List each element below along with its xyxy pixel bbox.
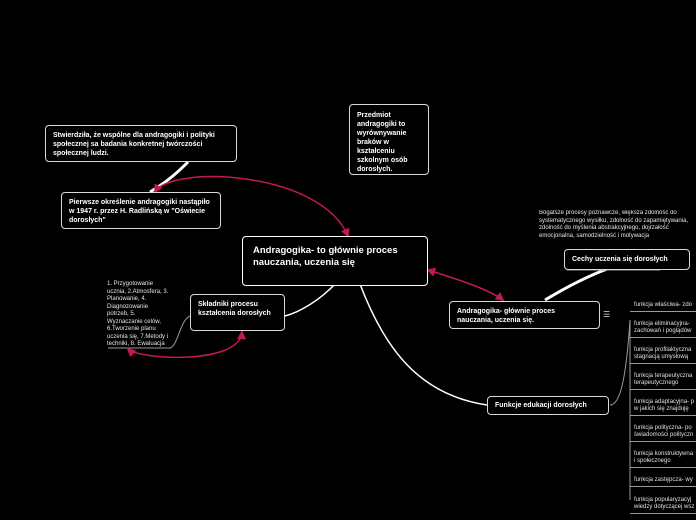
node-skladniki[interactable]: Składniki procesu kształcenia dorosłych (190, 294, 285, 331)
node-central[interactable]: Andragogika- to głównie proces nauczania, uczenia się (242, 236, 428, 286)
funkcje-item[interactable]: funkcja konstruktywna i społecznego (634, 451, 694, 464)
funkcje-item-underline (630, 513, 696, 514)
funkcje-item[interactable]: funkcja zastępcza- wy (634, 477, 693, 483)
cechy-text: Bogatsze procesy poznawcze, większa zdolność do systematycznego wysiłku, zdolność do zapamiętywania, zdolność do myślenia abstrakcyjnego, dojrzałość emocjonalna, samodzielność i motywacja (539, 210, 689, 239)
branch-central-skladniki (285, 284, 335, 316)
menu-icon[interactable]: ☰ (603, 310, 611, 319)
funkcje-item[interactable]: funkcja terapeutyczna terapeutycznego (634, 373, 693, 386)
node-cechy[interactable]: Cechy uczenia się dorosłych (564, 249, 690, 270)
node-funkcje[interactable]: Funkcje edukacji dorosłych (487, 396, 609, 415)
funkcje-item[interactable]: funkcja eliminacyjna- zachowań i poglądów (634, 321, 692, 334)
node-stwierdzila[interactable]: Stwierdziła, że wspólne dla andragogiki i polityki społecznej sa badania konkretnej twórczości społecznej ludzi. (45, 125, 237, 162)
funkcje-item-underline (630, 467, 696, 468)
funkcje-item-underline (630, 311, 696, 312)
funkcje-item-underline (630, 363, 696, 364)
funkcje-item[interactable]: funkcja właściwa- zdo (634, 302, 693, 308)
node-andragogika-glownie[interactable]: Andragogika- głównie proces nauczania, uczenia się. (449, 301, 600, 329)
funkcje-item[interactable]: funkcja profilaktyczna stagnacją umysłową (634, 347, 692, 360)
funkcje-item-underline (630, 486, 696, 487)
branch-funkcje-leaves (610, 320, 630, 500)
funkcje-item[interactable]: funkcja popularyzacyj wiedzy dotyczącej wsz (634, 497, 695, 510)
node-pierwsze[interactable]: Pierwsze określenie andragogiki nastąpiło w 1947 r. przez H. Radlińską w "Oświecie dorosłych" (61, 192, 221, 229)
branch-stwierdzila-pierwsze (150, 162, 188, 192)
funkcje-item-underline (630, 441, 696, 442)
funkcje-item-underline (630, 389, 696, 390)
funkcje-item-underline (630, 337, 696, 338)
relation-central-andragogika (428, 270, 503, 300)
node-przedmiot[interactable]: Przedmiot andragogiki to wyrównywanie braków w kształceniu szkolnym osób dorosłych. (349, 104, 429, 175)
funkcje-item-underline (630, 415, 696, 416)
funkcje-item[interactable]: funkcja adaptacyjna- p w jakich się znajduję (634, 399, 695, 412)
branch-andragogika-cechy (545, 268, 610, 300)
funkcje-item[interactable]: funkcja polityczna- po świadomości polityczn (634, 425, 694, 438)
skladniki-list-text: 1. Przygotowanie ucznia, 2.Atmosfera, 3. Planowanie, 4. Diagnozowanie potrzeb, 5. Wyznaczanie celów, 6.Tworzenie planu uczenia się, 7.Metody i techniki, 8. Ewaluacja (107, 281, 169, 347)
